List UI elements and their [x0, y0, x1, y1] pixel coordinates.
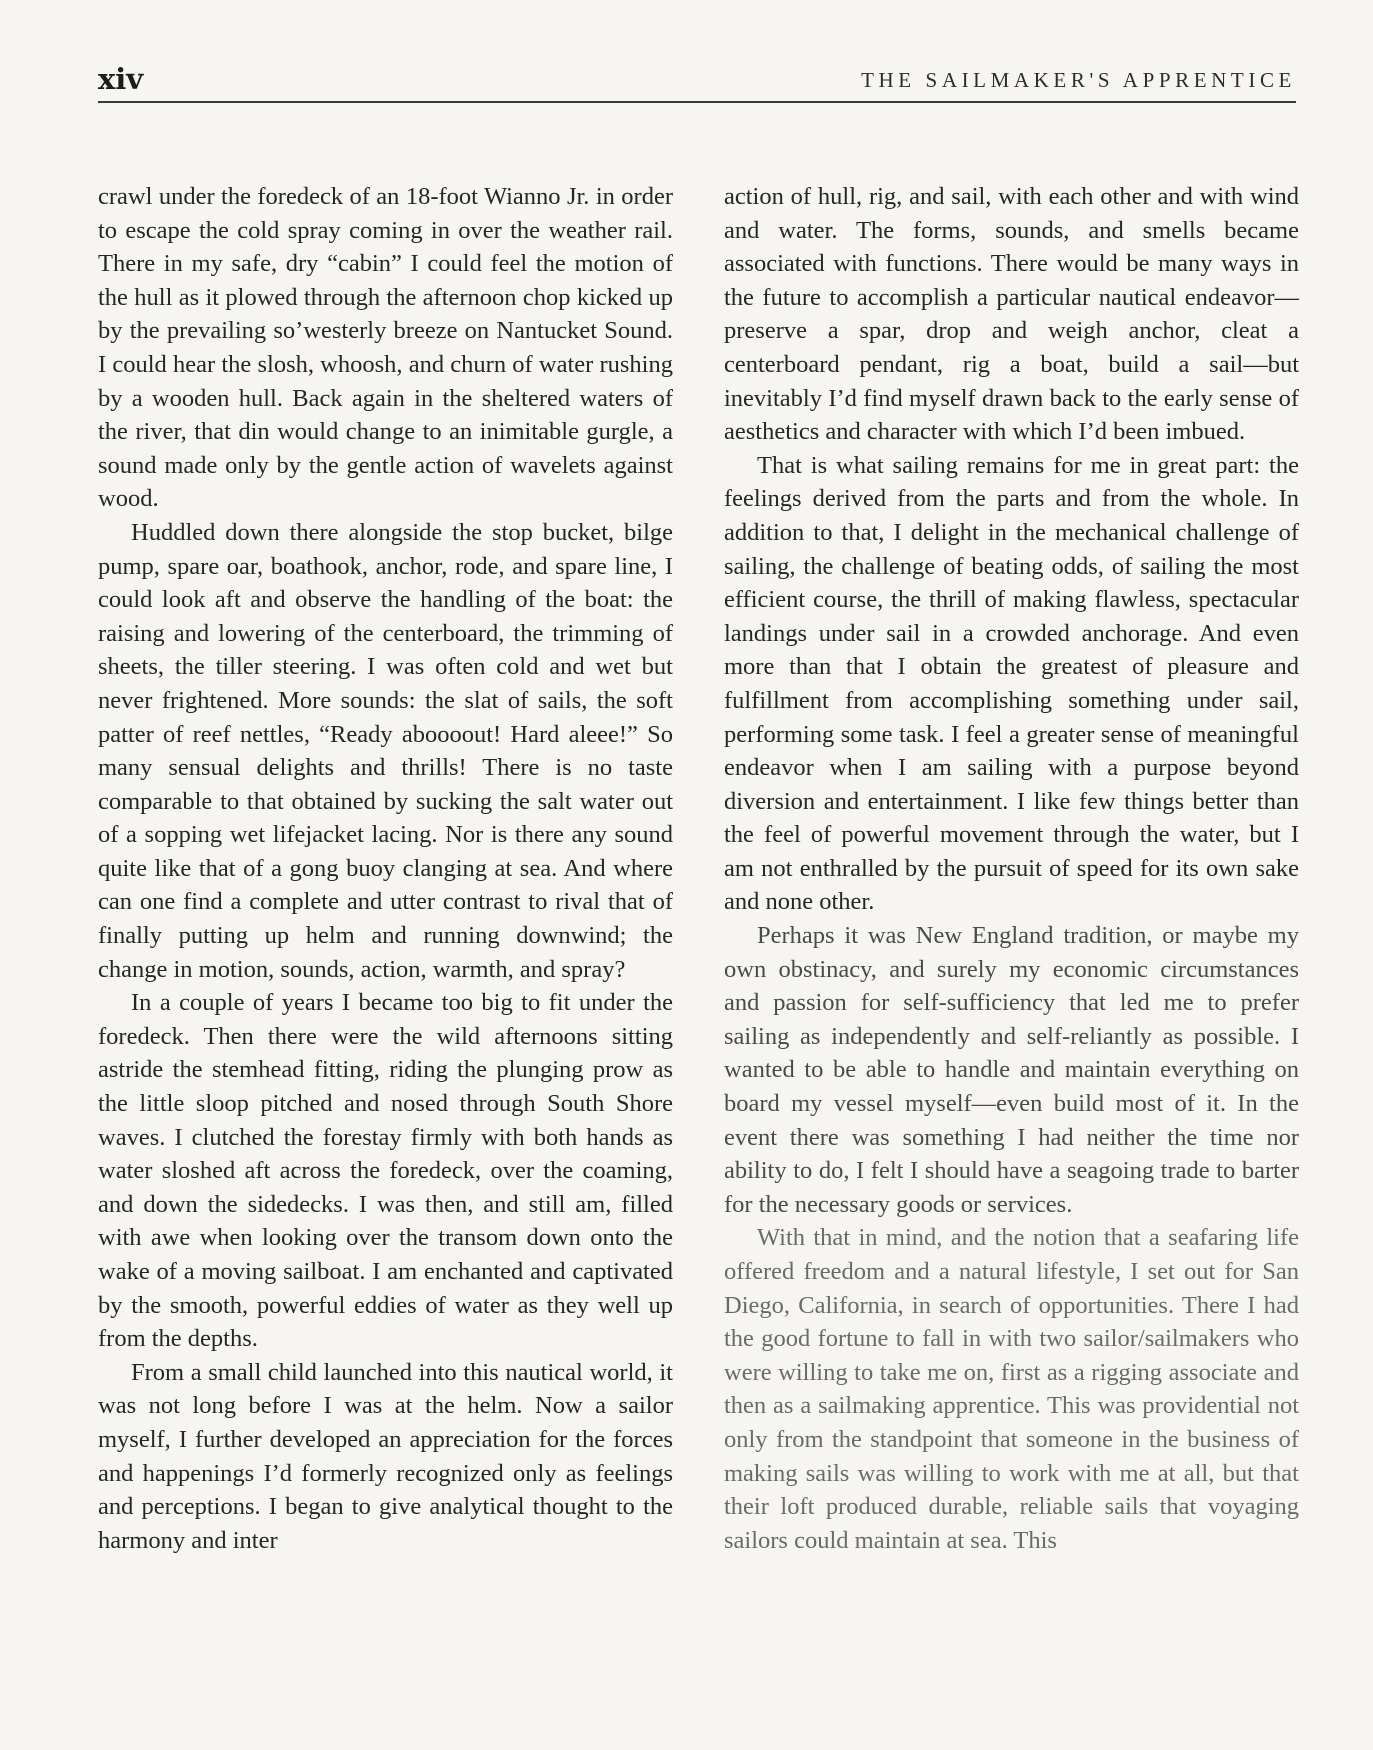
paragraph: In a couple of years I became too big to fit under the foredeck. Then there were the wild afternoons sitting astride the stemhead fitting, riding the plunging prow as the little sloop pitched and nosed through South Shore waves. I clutched the forestay firmly with both hands as water sloshed aft across the foredeck, over the coaming, and down the sidedecks. I was then, and still am, filled with awe when looking over the transom down onto the wake of a moving sailboat. I am enchanted and captivated by the smooth, powerful eddies of water as they well up from the depths. — [98, 989, 673, 1353]
page-header — [98, 58, 1296, 100]
paragraph: With that in mind, and the notion that a seafaring life offered freedom and a natural lifestyle, I set out for San Diego, California, in search of opportunities. There I had the good fortune to fall in with two sailor/sailmakers who were willing to take me on, first as a rigging associate and then as a sailmaking apprentice. This was providential not only from the standpoint that someone in the business of making sails was willing to work with me at all, but that their loft produced durable, reliable sails that voyaging sailors could maintain at sea. This — [724, 1224, 1299, 1554]
left-column — [98, 180, 673, 1557]
paragraph: Perhaps it was New England tradition, or maybe my own obstinacy, and surely my economic circumstances and passion for self-sufficiency that led me to prefer sailing as independently and self-reliantly as possible. I wanted to be able to handle and maintain everything on board my vessel myself—even build most of it. In the event there was something I had neither the time nor ability to do, I felt I should have a seagoing trade to barter for the necessary goods or services. — [724, 922, 1299, 1218]
paragraph: That is what sailing remains for me in great part: the feelings derived from the parts and from the whole. In addition to that, I delight in the mechanical challenge of sailing, the challenge of beating odds, of sailing the most efficient course, the thrill of making flawless, spectacular landings under sail in a crowded anchorage. And even more than that I obtain the greatest of pleasure and fulfillment from accomplishing something under sail, performing some task. I feel a greater sense of meaningful endeavor when I am sailing with a purpose beyond diversion and entertainment. I like few things better than the feel of powerful movement through the water, but I am not enthralled by the pursuit of speed for its own sake and none other. — [724, 451, 1299, 916]
page-number: xiv — [98, 62, 144, 96]
right-column — [724, 180, 1299, 1557]
paragraph: Huddled down there alongside the stop bucket, bilge pump, spare oar, boathook, anchor, rode, and spare line, I could look aft and observe the handling of the boat: the raising and lowering of the centerboard, the trimming of sheets, the tiller steering. I was often cold and wet but never frightened. More sounds: the slat of sails, the soft patter of reef nettles, “Ready aboooout! Hard aleee!” So many sensual delights and thrills! There is no taste comparable to that obtained by sucking the salt water out of a sopping wet lifejacket lacing. Nor is there any sound quite like that of a gong buoy clanging at sea. And where can one find a complete and utter contrast to rival that of finally putting up helm and running downwind; the change in motion, sounds, action, warmth, and spray? — [98, 518, 673, 983]
paragraph: From a small child launched into this nautical world, it was not long before I was at the helm. Now a sailor myself, I further developed an appreciation for the forces and happenings I’d formerly recognized only as feelings and perceptions. I began to give analytical thought to the harmony and inter — [98, 1358, 673, 1554]
paragraph: action of hull, rig, and sail, with each other and with wind and water. The forms, sounds, and smells became associated with functions. There would be many ways in the future to accomplish a particular nautical endeavor—preserve a spar, drop and weigh anchor, cleat a centerboard pendant, rig a boat, build a sail—but inevitably I’d find myself drawn back to the early sense of aesthetics and character with which I’d been imbued. — [724, 183, 1299, 446]
running-title: THE SAILMAKER'S APPRENTICE — [861, 68, 1296, 92]
header-rule — [98, 101, 1296, 103]
paragraph: crawl under the foredeck of an 18-foot Wianno Jr. in order to escape the cold spray coming in over the weather rail. There in my safe, dry “cabin” I could feel the motion of the hull as it plowed through the afternoon chop kicked up by the prevailing so’westerly breeze on Nantucket Sound. I could hear the slosh, whoosh, and churn of water rushing by a wooden hull. Back again in the sheltered waters of the river, that din would change to an inimitable gurgle, a sound made only by the gentle action of wavelets against wood. — [98, 183, 673, 513]
